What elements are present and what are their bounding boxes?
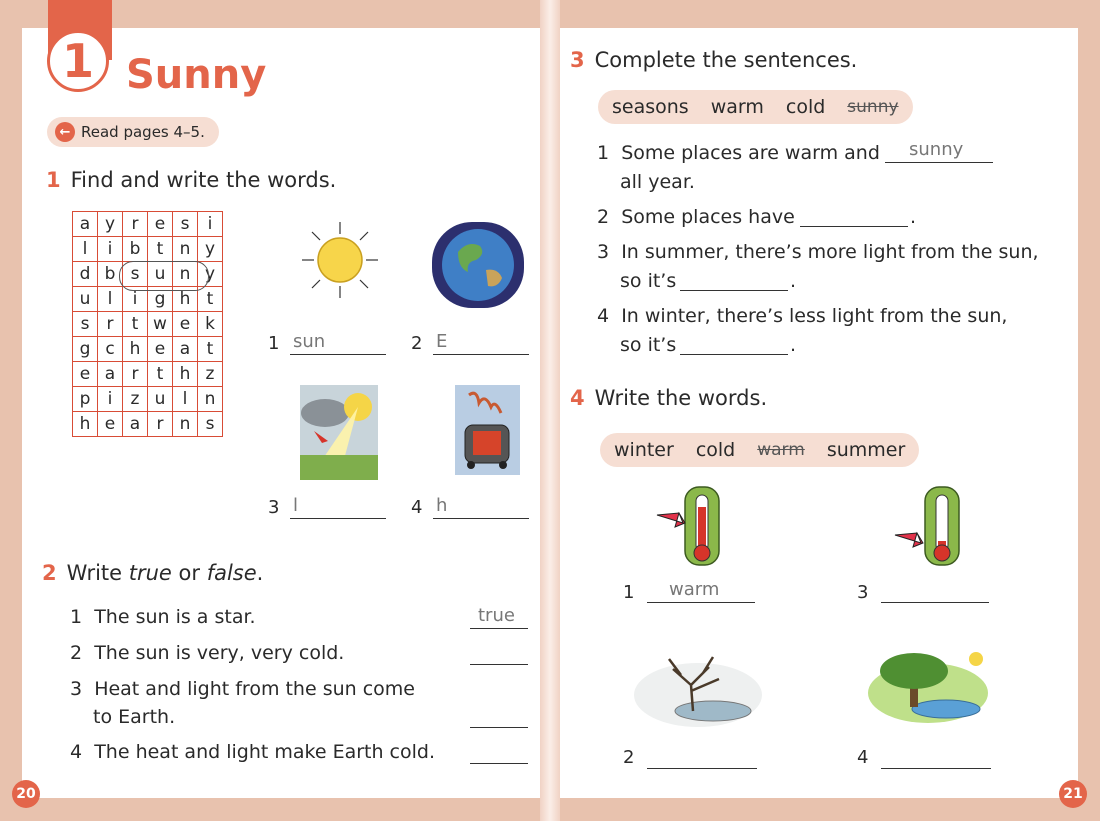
- grid-cell: g: [148, 287, 173, 312]
- grid-cell: n: [173, 237, 198, 262]
- grid-cell: l: [173, 387, 198, 412]
- ex2-answer-1[interactable]: true: [470, 604, 528, 629]
- grid-row: [73, 312, 223, 337]
- grid-cell: s: [173, 212, 198, 237]
- found-word-circle: [119, 261, 209, 291]
- word-bank-used-word: sunny: [847, 97, 899, 117]
- grid-cell: c: [98, 337, 123, 362]
- word-bank-used-word: warm: [757, 440, 805, 460]
- grid-cell: t: [198, 287, 223, 312]
- ex3-answer-1[interactable]: sunny: [885, 138, 993, 163]
- grid-cell: t: [148, 362, 173, 387]
- page-number-left: 20: [12, 780, 40, 808]
- grid-cell: u: [148, 387, 173, 412]
- read-pages-label: Read pages 4–5.: [81, 123, 205, 141]
- word-bank-word: summer: [826, 439, 906, 461]
- exercise-1-heading: 1 Find and write the words.: [46, 168, 337, 192]
- grid-cell: h: [173, 362, 198, 387]
- unit-title: Sunny: [126, 52, 267, 98]
- heater-icon: [455, 385, 520, 475]
- grid-cell: h: [173, 287, 198, 312]
- ex1-item-4-num: 4: [411, 497, 423, 518]
- grid-cell: a: [73, 212, 98, 237]
- thermometer-low-icon: [893, 485, 973, 567]
- grid-cell: z: [123, 387, 148, 412]
- ex2-item-3: 3 Heat and light from the sun come: [70, 678, 415, 700]
- ex4-answer-3[interactable]: [881, 578, 989, 603]
- ex3-item-4: 4 In winter, there’s less light from the sun,: [597, 305, 1008, 327]
- grid-row: [73, 412, 223, 437]
- grid-cell: u: [148, 262, 173, 287]
- word-bank-word: cold: [785, 96, 826, 118]
- grid-cell: r: [98, 312, 123, 337]
- ex3-item-3-line2: so it’s: [620, 270, 677, 292]
- ex2-answer-4[interactable]: [470, 739, 528, 764]
- ex3-word-bank: [598, 90, 913, 124]
- word-bank-word: cold: [695, 439, 736, 461]
- exercise-3-heading: 3 Complete the sentences.: [570, 48, 858, 72]
- ex3-item-4-line2: so it’s: [620, 334, 677, 356]
- exercise-2-heading: 2 Write true or false.: [42, 561, 264, 585]
- grid-cell: y: [198, 262, 223, 287]
- grid-cell: b: [98, 262, 123, 287]
- grid-cell: y: [198, 237, 223, 262]
- grid-cell: a: [173, 337, 198, 362]
- grid-cell: r: [123, 362, 148, 387]
- grid-cell: n: [173, 262, 198, 287]
- grid-cell: r: [123, 212, 148, 237]
- grid-cell: i: [198, 212, 223, 237]
- read-pages-pill: [47, 117, 219, 147]
- grid-cell: a: [123, 412, 148, 437]
- ex1-answer-2[interactable]: E: [433, 330, 529, 355]
- grid-row: [73, 387, 223, 412]
- exercise-4-heading: 4 Write the words.: [570, 386, 768, 410]
- grid-cell: s: [198, 412, 223, 437]
- grid-cell: y: [98, 212, 123, 237]
- ex4-answer-1[interactable]: warm: [647, 578, 755, 603]
- grid-cell: e: [148, 337, 173, 362]
- word-bank-word: seasons: [612, 96, 689, 118]
- grid-cell: e: [73, 362, 98, 387]
- grid-cell: e: [148, 212, 173, 237]
- ex2-item-1: 1 The sun is a star.: [70, 606, 256, 628]
- ex4-answer-4[interactable]: [881, 744, 991, 769]
- grid-cell: i: [98, 387, 123, 412]
- ex1-answer-3[interactable]: l: [290, 494, 386, 519]
- ex2-item-4: 4 The heat and light make Earth cold.: [70, 741, 436, 763]
- grid-cell: g: [73, 337, 98, 362]
- book-gutter: [540, 0, 560, 821]
- grid-cell: k: [198, 312, 223, 337]
- grid-cell: i: [98, 237, 123, 262]
- grid-cell: w: [148, 312, 173, 337]
- ex4-item-3-num: 3: [857, 582, 869, 603]
- grid-cell: s: [73, 312, 98, 337]
- ex2-answer-2[interactable]: [470, 640, 528, 665]
- grid-cell: l: [73, 237, 98, 262]
- winter-tree-icon: [633, 645, 763, 730]
- grid-cell: a: [98, 362, 123, 387]
- word-bank-word: winter: [614, 439, 674, 461]
- grid-cell: s: [123, 262, 148, 287]
- page-number-right: 21: [1059, 780, 1087, 808]
- grid-cell: e: [98, 412, 123, 437]
- ex4-item-4-num: 4: [857, 747, 869, 768]
- ex2-answer-3[interactable]: [470, 703, 528, 728]
- grid-cell: t: [123, 312, 148, 337]
- ex3-item-4-period: .: [790, 334, 797, 356]
- grid-cell: z: [198, 362, 223, 387]
- ex1-answer-1[interactable]: sun: [290, 330, 386, 355]
- ex3-answer-3[interactable]: [680, 266, 788, 291]
- grid-cell: l: [98, 287, 123, 312]
- word-bank-word: warm: [710, 96, 764, 118]
- ex1-item-1-num: 1: [268, 333, 280, 354]
- arrow-left-icon: ←: [55, 122, 75, 142]
- ex1-item-3-num: 3: [268, 497, 280, 518]
- ex4-item-1-num: 1: [623, 582, 635, 603]
- ex4-answer-2[interactable]: [647, 744, 757, 769]
- grid-cell: t: [198, 337, 223, 362]
- grid-cell: h: [123, 337, 148, 362]
- sun-icon: [300, 220, 380, 300]
- grid-cell: u: [73, 287, 98, 312]
- summer-tree-icon: [866, 645, 990, 725]
- grid-row: [73, 237, 223, 262]
- ex4-word-bank: [600, 433, 919, 467]
- ex2-item-3-line2: to Earth.: [93, 706, 176, 728]
- grid-cell: i: [123, 287, 148, 312]
- grid-cell: h: [73, 412, 98, 437]
- word-search-grid: [72, 211, 223, 437]
- grid-cell: r: [148, 412, 173, 437]
- grid-cell: t: [148, 237, 173, 262]
- ex3-item-3: 3 In summer, there’s more light from the sun,: [597, 241, 1039, 263]
- ex2-item-2: 2 The sun is very, very cold.: [70, 642, 345, 664]
- grid-cell: e: [173, 312, 198, 337]
- grid-row: [73, 362, 223, 387]
- ex3-item-2: 2 Some places have: [597, 206, 795, 228]
- ex3-answer-2[interactable]: [800, 202, 908, 227]
- grid-row: [73, 212, 223, 237]
- earth-icon: [432, 222, 524, 308]
- sunlight-icon: [300, 385, 378, 480]
- grid-cell: b: [123, 237, 148, 262]
- grid-row: [73, 337, 223, 362]
- unit-number: 1: [47, 30, 109, 92]
- ex3-item-1-line2: all year.: [620, 171, 695, 193]
- grid-cell: p: [73, 387, 98, 412]
- ex3-item-3-period: .: [790, 270, 797, 292]
- grid-cell: d: [73, 262, 98, 287]
- ex3-item-2-period: .: [910, 206, 917, 228]
- ex1-answer-4[interactable]: h: [433, 494, 529, 519]
- grid-cell: n: [198, 387, 223, 412]
- grid-cell: n: [173, 412, 198, 437]
- ex3-answer-4[interactable]: [680, 330, 788, 355]
- thermometer-high-icon: [655, 485, 735, 567]
- ex4-item-2-num: 2: [623, 747, 635, 768]
- ex1-item-2-num: 2: [411, 333, 423, 354]
- ex3-item-1: 1 Some places are warm and: [597, 142, 880, 164]
